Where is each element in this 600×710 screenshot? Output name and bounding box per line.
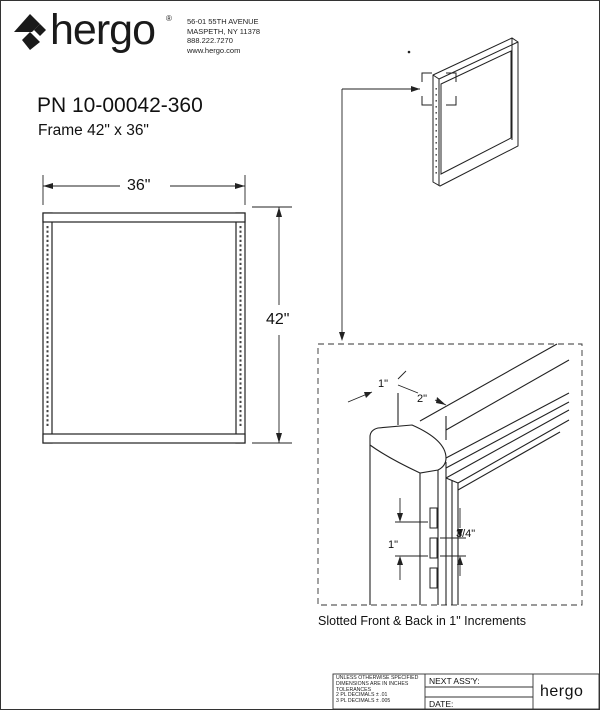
slot-tick [47, 336, 49, 338]
detail-view-border [318, 344, 582, 605]
slot-tick [240, 424, 242, 426]
slot-tick [47, 226, 49, 228]
slot-tick [240, 249, 242, 251]
slot-tick [240, 272, 242, 274]
slot-tick [240, 392, 242, 394]
slot-tick [47, 419, 49, 421]
slot-tick [240, 382, 242, 384]
slot-tick [47, 369, 49, 371]
slot-tick [47, 378, 49, 380]
slot-tick [436, 166, 437, 168]
slot-tick [240, 378, 242, 380]
slot-offset-1-label: 1" [378, 378, 389, 390]
slot-tick [240, 226, 242, 228]
hergo-logo-wordmark: hergo [50, 6, 155, 54]
slot-tick [47, 401, 49, 403]
slot-tick [47, 231, 49, 233]
slot-tick [47, 309, 49, 311]
tolerance-notes [336, 676, 418, 705]
slot-tick [47, 235, 49, 237]
slot-tick [436, 172, 437, 174]
slot-tick [47, 254, 49, 256]
slot-tick [240, 387, 242, 389]
slot-tick [436, 130, 437, 132]
part-number: PN 10-00042-360 [37, 94, 203, 117]
slot-tick [240, 419, 242, 421]
title-block-logo: hergo [540, 683, 584, 700]
slot-tick [436, 160, 437, 162]
slot-tick [436, 148, 437, 150]
slot-tick [240, 318, 242, 320]
slot-tick [240, 327, 242, 329]
slot-tick [47, 300, 49, 302]
slot-tick [436, 94, 437, 96]
detail-caption: Slotted Front & Back in 1" Increments [318, 614, 527, 628]
slot-tick [240, 410, 242, 412]
slot-tick [240, 300, 242, 302]
isometric-slots [436, 88, 437, 174]
slot-tick [436, 154, 437, 156]
isometric-frame [433, 38, 518, 186]
slot-tick [436, 118, 437, 120]
slot-tick [47, 382, 49, 384]
next-assy-label: NEXT ASS'Y: [429, 676, 480, 686]
slot-tick [436, 142, 437, 144]
slot-tick [47, 295, 49, 297]
slot-tick [47, 240, 49, 242]
company-address [187, 17, 260, 55]
registered-mark: ® [166, 14, 172, 23]
hergo-logo-mark [14, 14, 46, 50]
slot-tick [47, 424, 49, 426]
slot-tick [240, 254, 242, 256]
slot-tick [240, 401, 242, 403]
slot-tick [240, 350, 242, 352]
slot-tick [436, 88, 437, 90]
slot-tick [240, 355, 242, 357]
address-line-phone: 888.222.7270 [187, 36, 233, 46]
slot-tick [240, 263, 242, 265]
slot-tick [240, 277, 242, 279]
slot-tick [240, 415, 242, 417]
slot-tick [47, 350, 49, 352]
slot-height-label: 3/4" [456, 528, 476, 540]
slot-tick [47, 346, 49, 348]
slot-tick [240, 359, 242, 361]
slot-tick [240, 369, 242, 371]
slot-tick [240, 231, 242, 233]
slot-tick [240, 290, 242, 292]
slot-tick [47, 244, 49, 246]
height-dimension-label: 42" [266, 311, 290, 328]
slot-offset-2-label: 2" [417, 393, 428, 405]
slot-tick [47, 387, 49, 389]
slot-tick [47, 323, 49, 325]
width-dimension-label: 36" [127, 177, 151, 194]
slot-tick [240, 373, 242, 375]
address-line-city: MASPETH, NY 11378 [187, 26, 261, 36]
slot-tick [47, 313, 49, 315]
slot-tick [436, 112, 437, 114]
slot-tick [47, 263, 49, 265]
slot-tick [47, 318, 49, 320]
slot-tick [47, 258, 49, 260]
slot-tick [436, 106, 437, 108]
slot-tick [240, 244, 242, 246]
slot-tick [240, 286, 242, 288]
slot-tick [47, 304, 49, 306]
slot-tick [47, 281, 49, 283]
slot-tick [240, 336, 242, 338]
slot-tick [47, 405, 49, 407]
slot-tick [240, 240, 242, 242]
slot-tick [47, 355, 49, 357]
slot-tick [240, 323, 242, 325]
slot-tick [240, 332, 242, 334]
tolerance-line: TOLERANCES [336, 686, 372, 693]
slot-tick [240, 295, 242, 297]
slot-tick [240, 313, 242, 315]
slot-tick [47, 364, 49, 366]
slot-tick [240, 281, 242, 283]
slot-tick [240, 364, 242, 366]
detail-slots [430, 508, 437, 588]
slot-tick [240, 405, 242, 407]
address-line-street: 56-01 55TH AVENUE [187, 17, 259, 26]
tolerance-line: UNLESS OTHERWISE SPECIFIED [336, 675, 419, 681]
slot-tick [47, 249, 49, 251]
slot-tick [240, 309, 242, 311]
slot-tick [47, 396, 49, 398]
slot-tick [47, 341, 49, 343]
tolerance-line: DIMENSIONS ARE IN INCHES [336, 680, 409, 687]
slot-tick [240, 267, 242, 269]
address-line-website[interactable]: www.hergo.com [187, 45, 241, 55]
slot-tick [240, 396, 242, 398]
slot-tick [47, 277, 49, 279]
slot-tick [47, 359, 49, 361]
date-label: DATE: [429, 699, 454, 709]
slot-tick [47, 415, 49, 417]
slot-tick [47, 332, 49, 334]
slot-tick [47, 272, 49, 274]
slot-tick [436, 136, 437, 138]
slot-tick [47, 286, 49, 288]
slot-tick [47, 373, 49, 375]
slot-tick [47, 290, 49, 292]
tolerance-line: 2 PL DECIMALS ± .01 [336, 692, 388, 699]
slot-tick [47, 410, 49, 412]
front-view-frame [43, 213, 245, 443]
tolerance-line: 3 PL DECIMALS ± .005 [336, 698, 391, 705]
slot-tick [47, 267, 49, 269]
detail-dimension-arrows [348, 371, 466, 580]
slot-tick [240, 346, 242, 348]
slot-tick [240, 258, 242, 260]
part-description: Frame 42" x 36" [38, 122, 149, 139]
slot-tick [436, 124, 437, 126]
detail-leader-line [339, 86, 420, 341]
slot-tick [436, 100, 437, 102]
slot-pitch-label: 1" [388, 539, 399, 551]
slot-tick [240, 235, 242, 237]
slot-tick [47, 392, 49, 394]
slot-tick [47, 327, 49, 329]
slot-tick [240, 304, 242, 306]
slot-tick [240, 341, 242, 343]
